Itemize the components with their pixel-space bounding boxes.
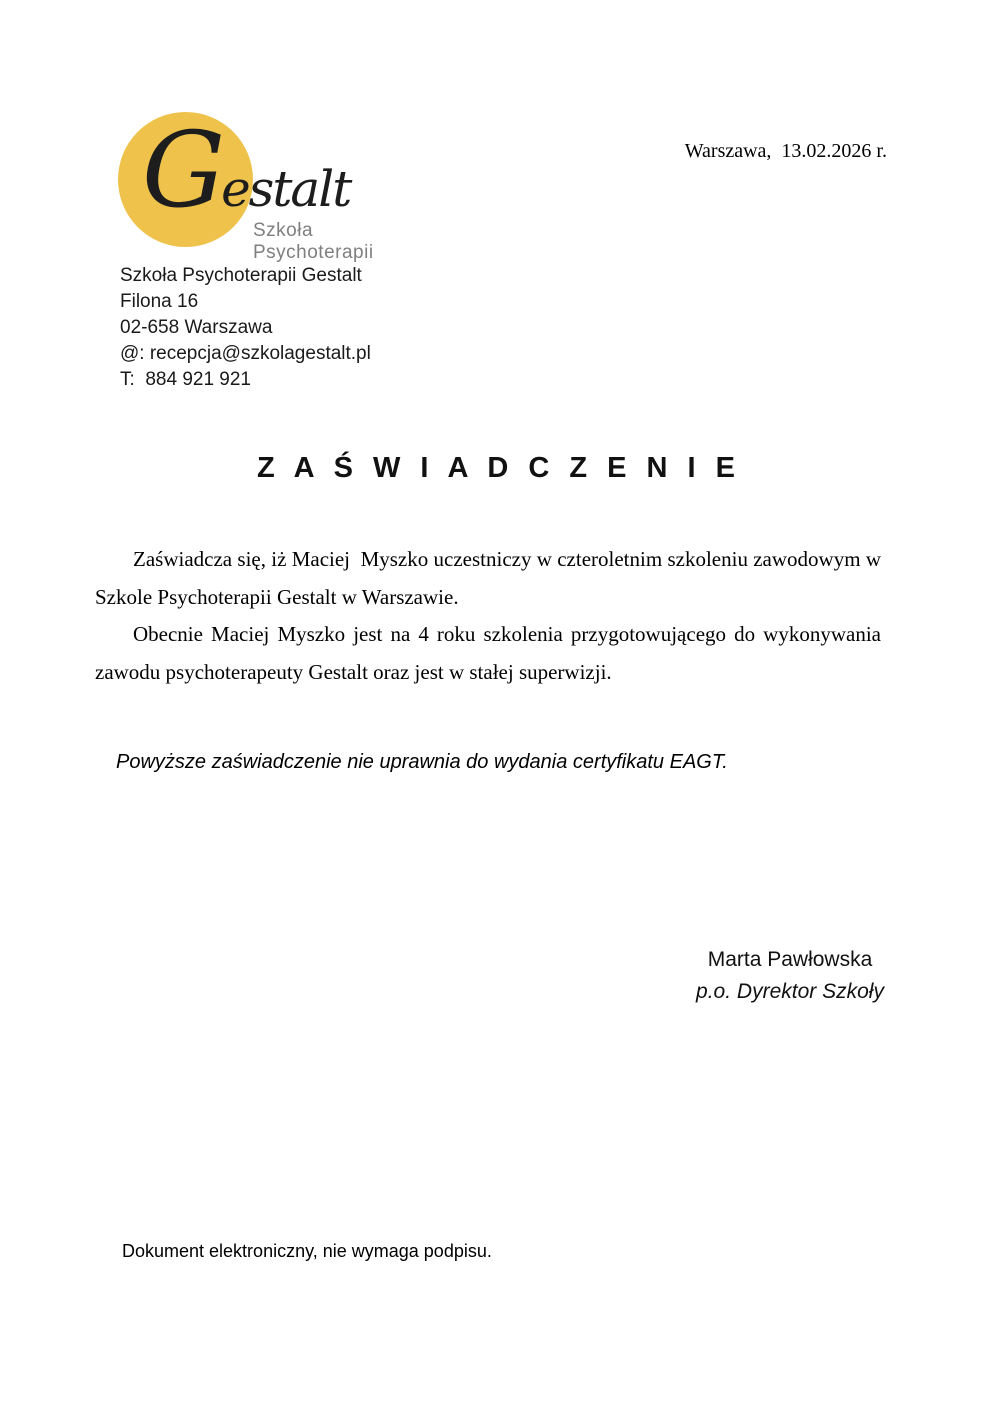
certificate-title: Z A Ś W I A D C Z E N I E (256, 452, 742, 484)
address-line-phone: T: 884 921 921 (120, 369, 251, 390)
eagt-note: Powyższe zaświadczenie nie uprawnia do wydania certyfikatu EAGT. (116, 751, 728, 773)
address-line-city: 02-658 Warszawa (120, 317, 273, 338)
signature-block (655, 944, 925, 1008)
address-line-email: @: recepcja@szkolagestalt.pl (120, 343, 371, 364)
address-line-school: Szkoła Psychoterapii Gestalt (120, 265, 362, 286)
signatory-role: p.o. Dyrektor Szkoły (696, 980, 884, 1003)
address-line-street: Filona 16 (120, 291, 199, 312)
logo-wordmark-rest: estalt (221, 160, 351, 218)
paragraph-2: Obecnie Maciej Myszko jest na 4 roku szkolenia przygotowującego do wykonywania zawodu psychoterapeuty Gestalt oraz jest w stałej superwizji. (95, 622, 887, 684)
certificate-body (95, 541, 887, 691)
address-block (120, 263, 371, 393)
logo-wordmark-initial: G (142, 109, 222, 231)
logo-wordmark (142, 109, 351, 231)
logo-subtitle: Szkoła Psychoterapii (253, 220, 374, 263)
paragraph-1: Zaświadcza się, iż Maciej Myszko uczestniczy w czteroletnim szkoleniu zawodowym w Szkole Psychoterapii Gestalt w Warszawie. (95, 547, 887, 609)
signatory-name: Marta Pawłowska (707, 948, 873, 971)
footer-note: Dokument elektroniczny, nie wymaga podpisu. (122, 1241, 492, 1261)
date-line: Warszawa, 13.02.2026 r. (684, 140, 887, 162)
